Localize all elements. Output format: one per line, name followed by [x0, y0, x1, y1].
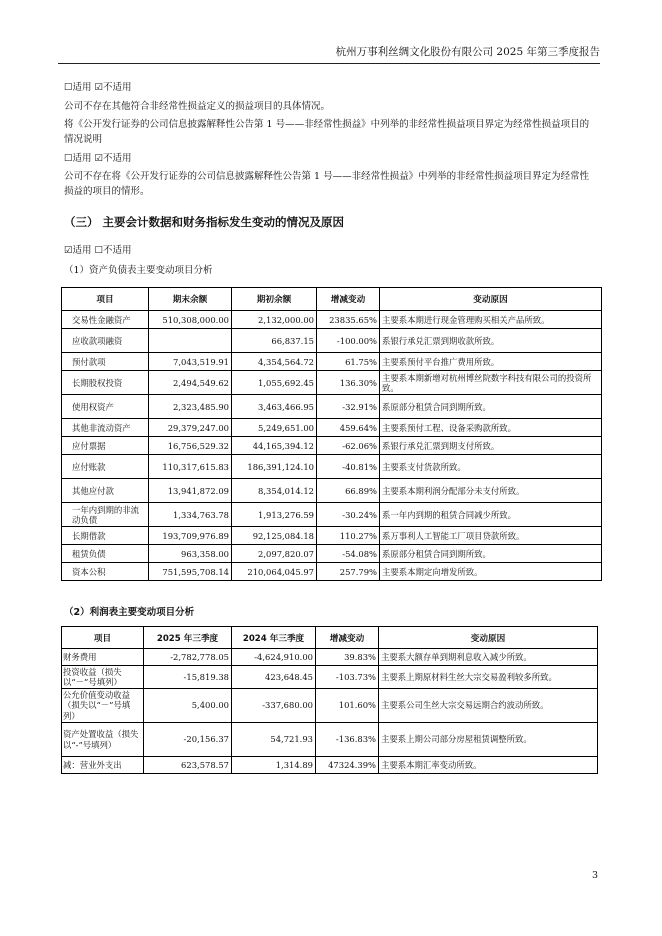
page-header: 杭州万事利丝绸文化股份有限公司 2025 年第三季度报告	[58, 44, 600, 64]
applicable-checkbox-line: ☑适用 ☐不适用	[64, 245, 132, 256]
ending-balance: 193,709,976.89	[149, 527, 232, 545]
table-row	[62, 395, 602, 419]
column-header: 项目	[62, 288, 149, 311]
change-reason: 主要系本期利润分配部分未支付所致。	[380, 479, 602, 503]
change-reason: 系原部分租赁合同到期所致。	[380, 545, 602, 563]
item-name: 应付票据	[62, 437, 149, 455]
opening-balance: 8,354,014.12	[232, 479, 317, 503]
change-percent: 257.79%	[317, 563, 380, 581]
income-statement-subtitle: （2）利润表主要变动项目分析	[64, 607, 195, 618]
opening-balance: 1,913,276.59	[232, 503, 317, 527]
intro-paragraph: 公司不存在其他符合非经常性损益定义的损益项目的具体情况。	[64, 101, 331, 112]
table-row	[62, 527, 602, 545]
item-name: 其他应付款	[62, 479, 149, 503]
change-reason: 主要系预付平台推广费用所致。	[380, 353, 602, 371]
opening-balance: 2,132,000.00	[232, 311, 317, 329]
current-period-value: -2,782,778.05	[144, 649, 232, 666]
change-reason: 主要系上期原材料生丝大宗交易盈利较多所致。	[379, 666, 598, 689]
intro-paragraph: 公司不存在将《公开发行证券的公司信息披露解释性公告第 1 号——非经常性损益》中列举的非经常性损益项目界定为经常性损益的项目的情形。	[64, 171, 590, 197]
table-row	[62, 455, 602, 479]
column-header: 期初余额	[232, 288, 317, 311]
ending-balance	[149, 329, 232, 353]
change-reason: 主要系本期进行现金管理购买相关产品所致。	[380, 311, 602, 329]
table-row	[62, 479, 602, 503]
intro-paragraph: 将《公开发行证券的公司信息披露解释性公告第 1 号——非经常性损益》中列举的非经常性损益项目界定为经常性损益项目的情况说明	[64, 119, 590, 145]
change-percent: 23835.65%	[317, 311, 380, 329]
page-number: 3	[591, 870, 598, 881]
item-name: 其他非流动资产	[62, 419, 149, 437]
change-reason: 主要系本期定向增发所致。	[380, 563, 602, 581]
item-name: 应付账款	[62, 455, 149, 479]
change-percent: -62.06%	[317, 437, 380, 455]
change-percent: -136.83%	[316, 723, 379, 757]
item-name: 资本公积	[62, 563, 149, 581]
ending-balance: 1,334,763.78	[149, 503, 232, 527]
item-name: 一年内到期的非流动负债	[62, 503, 149, 527]
current-period-value: -15,819.38	[144, 666, 232, 689]
change-percent: 136.30%	[317, 371, 380, 395]
opening-balance: 1,055,692.45	[232, 371, 317, 395]
change-percent: 39.83%	[316, 649, 379, 666]
prior-period-value: 1,314.89	[232, 757, 316, 774]
table-row	[62, 757, 598, 774]
not-applicable-checkbox-line: ☐适用 ☑不适用	[64, 82, 132, 93]
table-row	[62, 371, 602, 395]
change-reason: 主要系本期汇率变动所致。	[379, 757, 598, 774]
table-row	[62, 419, 602, 437]
opening-balance: 66,837.15	[232, 329, 317, 353]
table-row	[62, 545, 602, 563]
table-header-row	[62, 288, 602, 311]
prior-period-value: 423,648.45	[232, 666, 316, 689]
current-period-value: 623,578.57	[144, 757, 232, 774]
change-reason: 系原部分租赁合同到期所致。	[380, 395, 602, 419]
change-percent: -32.91%	[317, 395, 380, 419]
column-header: 变动原因	[379, 627, 598, 649]
change-percent: -30.24%	[317, 503, 380, 527]
opening-balance: 92,125,084.18	[232, 527, 317, 545]
balance-sheet-subtitle: （1）资产负债表主要变动项目分析	[64, 265, 213, 276]
opening-balance: 44,165,394.12	[232, 437, 317, 455]
item-name: 预付款项	[62, 353, 149, 371]
item-name: 应收款项融资	[62, 329, 149, 353]
ending-balance: 110,317,615.83	[149, 455, 232, 479]
column-header: 增减变动	[316, 627, 379, 649]
item-name: 投资收益（损失以“－”号填列）	[62, 666, 144, 689]
item-name: 交易性金融资产	[62, 311, 149, 329]
item-name: 长期股权投资	[62, 371, 149, 395]
column-header: 2025 年三季度	[144, 627, 232, 649]
income-statement-table	[61, 626, 598, 774]
column-header: 项目	[62, 627, 144, 649]
table-row	[62, 503, 602, 527]
table-row	[62, 649, 598, 666]
change-percent: 459.64%	[317, 419, 380, 437]
table-row	[62, 329, 602, 353]
ending-balance: 963,358.00	[149, 545, 232, 563]
ending-balance: 2,323,485.90	[149, 395, 232, 419]
table-row	[62, 311, 602, 329]
item-name: 资产处置收益（损失以“-”号填列）	[62, 723, 144, 757]
change-percent: -40.81%	[317, 455, 380, 479]
table-row	[62, 437, 602, 455]
change-percent: 47324.39%	[316, 757, 379, 774]
change-percent: -100.00%	[317, 329, 380, 353]
item-name: 减：营业外支出	[62, 757, 144, 774]
change-reason: 主要系本期新增对杭州博丝院数字科技有限公司的投资所致。	[380, 371, 602, 395]
change-reason: 系万事利人工智能工厂项目贷款所致。	[380, 527, 602, 545]
opening-balance: 210,064,045.97	[232, 563, 317, 581]
change-reason: 主要系公司生丝大宗交易远期合约波动所致。	[379, 689, 598, 723]
opening-balance: 3,463,466.95	[232, 395, 317, 419]
change-reason: 主要系支付货款所致。	[380, 455, 602, 479]
opening-balance: 2,097,820.07	[232, 545, 317, 563]
column-header: 变动原因	[380, 288, 602, 311]
not-applicable-checkbox-line: ☐适用 ☑不适用	[64, 153, 132, 164]
change-reason: 系银行承兑汇票到期支付所致。	[380, 437, 602, 455]
balance-sheet-table	[61, 287, 602, 581]
ending-balance: 510,308,000.00	[149, 311, 232, 329]
change-percent: 61.75%	[317, 353, 380, 371]
ending-balance: 13,941,872.09	[149, 479, 232, 503]
prior-period-value: -337,680.00	[232, 689, 316, 723]
item-name: 长期借款	[62, 527, 149, 545]
current-period-value: -20,156.37	[144, 723, 232, 757]
table-header-row	[62, 627, 598, 649]
ending-balance: 7,043,519.91	[149, 353, 232, 371]
table-row	[62, 563, 602, 581]
change-reason: 系银行承兑汇票到期收款所致。	[380, 329, 602, 353]
column-header: 期末余额	[149, 288, 232, 311]
prior-period-value: -4,624,910.00	[232, 649, 316, 666]
opening-balance: 4,354,564.72	[232, 353, 317, 371]
opening-balance: 186,391,124.10	[232, 455, 317, 479]
prior-period-value: 54,721.93	[232, 723, 316, 757]
column-header: 增减变动	[317, 288, 380, 311]
change-percent: -54.08%	[317, 545, 380, 563]
item-name: 财务费用	[62, 649, 144, 666]
ending-balance: 2,494,549.62	[149, 371, 232, 395]
item-name: 租赁负债	[62, 545, 149, 563]
change-reason: 主要系大额存单到期利息收入减少所致。	[379, 649, 598, 666]
table-row	[62, 723, 598, 757]
item-name: 公允价值变动收益（损失以“－”号填列）	[62, 689, 144, 723]
section-title: （三） 主要会计数据和财务指标发生变动的情况及原因	[64, 215, 345, 229]
opening-balance: 5,249,651.00	[232, 419, 317, 437]
change-reason: 主要系预付工程、设备采购款所致。	[380, 419, 602, 437]
ending-balance: 16,756,529.32	[149, 437, 232, 455]
change-percent: -103.73%	[316, 666, 379, 689]
ending-balance: 29,379,247.00	[149, 419, 232, 437]
change-percent: 66.89%	[317, 479, 380, 503]
ending-balance: 751,595,708.14	[149, 563, 232, 581]
table-row	[62, 666, 598, 689]
current-period-value: 5,400.00	[144, 689, 232, 723]
change-reason: 主要系上期公司部分房屋租赁调整所致。	[379, 723, 598, 757]
column-header: 2024 年三季度	[232, 627, 316, 649]
table-row	[62, 353, 602, 371]
change-reason: 系一年内到期的租赁合同减少所致。	[380, 503, 602, 527]
change-percent: 110.27%	[317, 527, 380, 545]
change-percent: 101.60%	[316, 689, 379, 723]
item-name: 使用权资产	[62, 395, 149, 419]
table-row	[62, 689, 598, 723]
